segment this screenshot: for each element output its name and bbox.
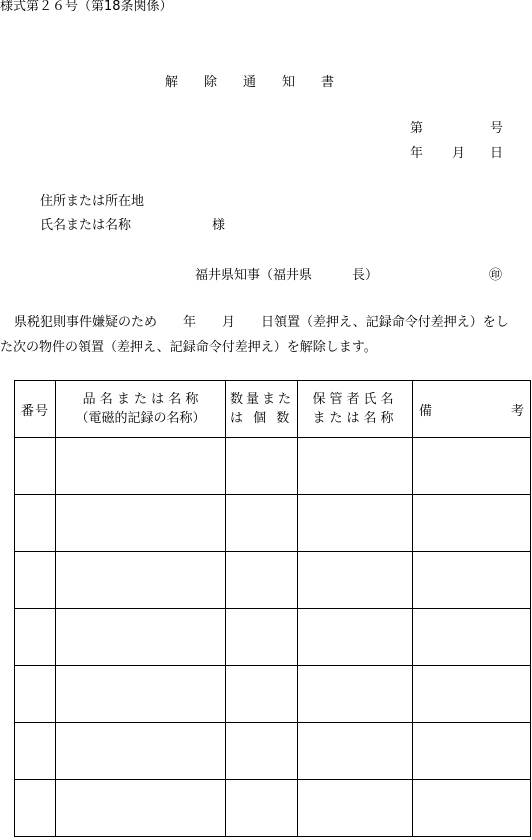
cell-remarks bbox=[413, 609, 531, 666]
issuer-line bbox=[195, 268, 379, 283]
cell-item-name bbox=[56, 438, 226, 495]
cell-number bbox=[15, 438, 56, 495]
cell-remarks bbox=[413, 666, 531, 723]
cell-keeper bbox=[298, 495, 413, 552]
cell-quantity bbox=[226, 609, 298, 666]
number-prefix: 第 bbox=[410, 121, 424, 136]
body-text-line-2: た次の物件の領置（差押え、記録命令付差押え）を解除します。 bbox=[0, 340, 377, 355]
recipient-name-label: 氏名または名称 bbox=[40, 218, 132, 233]
table-row bbox=[15, 495, 531, 552]
date-year: 年 bbox=[410, 146, 424, 161]
cell-keeper bbox=[298, 723, 413, 780]
cell-quantity bbox=[226, 552, 298, 609]
cell-number bbox=[15, 495, 56, 552]
cell-remarks bbox=[413, 723, 531, 780]
table-row bbox=[15, 438, 531, 495]
header-remarks bbox=[413, 381, 531, 438]
cell-item-name bbox=[56, 552, 226, 609]
header-item-name-line1: 品 名 ま た は 名 称 bbox=[82, 392, 199, 407]
date-day: 日 bbox=[490, 146, 504, 161]
header-number: 番号 bbox=[15, 381, 56, 438]
table-row bbox=[15, 723, 531, 780]
header-keeper-line1: 保管者氏名 bbox=[312, 392, 398, 407]
cell-quantity bbox=[226, 495, 298, 552]
cell-item-name bbox=[56, 780, 226, 837]
cell-keeper bbox=[298, 552, 413, 609]
cell-remarks bbox=[413, 438, 531, 495]
header-remarks-right: 考 bbox=[510, 403, 524, 419]
items-table bbox=[14, 380, 531, 837]
header-quantity-line1: 数量また bbox=[230, 392, 295, 407]
header-item-name bbox=[56, 381, 226, 438]
issuer-title-suffix: 長） bbox=[352, 268, 379, 283]
document-number-line bbox=[410, 121, 504, 136]
cell-remarks bbox=[413, 495, 531, 552]
body-text-line-1: 県税犯則事件嫌疑のため 年 月 日領置（差押え、記録命令付差押え）をし bbox=[14, 315, 509, 330]
form-label: 様式第２６号（第18条関係） bbox=[0, 0, 173, 14]
number-suffix: 号 bbox=[490, 121, 504, 136]
header-keeper-line2: または名称 bbox=[312, 411, 398, 426]
cell-quantity bbox=[226, 780, 298, 837]
header-quantity bbox=[226, 381, 298, 438]
cell-number bbox=[15, 780, 56, 837]
table-row bbox=[15, 552, 531, 609]
header-remarks-left: 備 bbox=[419, 403, 433, 419]
cell-remarks bbox=[413, 780, 531, 837]
cell-keeper bbox=[298, 780, 413, 837]
table-row bbox=[15, 780, 531, 837]
recipient-honorific: 様 bbox=[212, 218, 226, 233]
cell-keeper bbox=[298, 609, 413, 666]
table-header-row bbox=[15, 381, 531, 438]
date-month: 月 bbox=[452, 146, 466, 161]
cell-quantity bbox=[226, 723, 298, 780]
seal-mark: ㊞ bbox=[489, 268, 503, 283]
table-row bbox=[15, 666, 531, 723]
document-date-line bbox=[410, 146, 504, 161]
cell-quantity bbox=[226, 438, 298, 495]
header-keeper bbox=[298, 381, 413, 438]
cell-number bbox=[15, 609, 56, 666]
header-quantity-line2: は 個 数 bbox=[230, 411, 293, 426]
recipient-address-label: 住所または所在地 bbox=[40, 194, 145, 209]
cell-keeper bbox=[298, 438, 413, 495]
cell-item-name bbox=[56, 666, 226, 723]
table-row bbox=[15, 609, 531, 666]
issuer-name: 福井県知事（福井県 bbox=[195, 268, 313, 283]
cell-quantity bbox=[226, 666, 298, 723]
cell-item-name bbox=[56, 723, 226, 780]
cell-remarks bbox=[413, 552, 531, 609]
header-item-name-line2: （電磁的記録の名称） bbox=[75, 411, 206, 426]
cell-number bbox=[15, 666, 56, 723]
cell-number bbox=[15, 723, 56, 780]
cell-item-name bbox=[56, 609, 226, 666]
cell-keeper bbox=[298, 666, 413, 723]
document-title: 解 除 通 知 書 bbox=[165, 75, 335, 90]
cell-item-name bbox=[56, 495, 226, 552]
cell-number bbox=[15, 552, 56, 609]
